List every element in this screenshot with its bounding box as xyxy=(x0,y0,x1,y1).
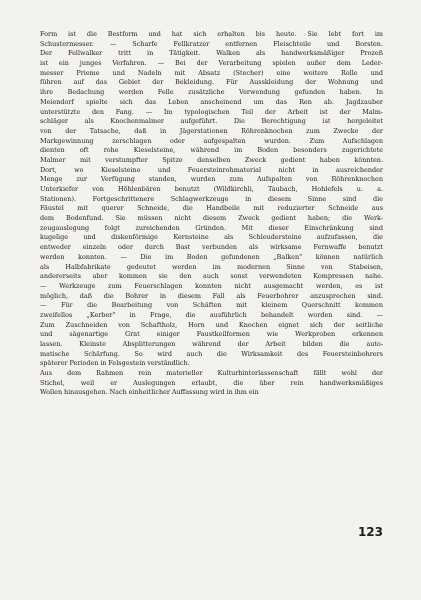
text-line: Unterkiefer von Höhlenbären benutzt (Wildkirchli, Taubach, Hohlefels u. a. xyxy=(40,185,383,193)
text-line: Der Fellwalker tritt in Tätigkeit. Walken als handwerksmäßiger Prozeß xyxy=(40,49,383,58)
text-line: dem Bodenfund. Sie müssen nicht diesem Zweck gedient haben; die Werk- xyxy=(40,214,383,223)
text-line: Stichel, weil er Auslegungen erlaubt, die über rein handwerksmäßiges xyxy=(40,378,383,387)
text-line: Zum Zuschneiden von Schaftholz, Horn und Knochen eignet sich der seitliche xyxy=(40,320,383,329)
text-line: Meiendorf spielte sich das Leben anscheinend um das Ren ab. Jagdzauber xyxy=(40,97,383,106)
paragraph xyxy=(40,369,383,398)
text-line: Markgewinnung zerschlagen oder aufgespalten wurden. Zum Aufschlagen xyxy=(40,136,383,145)
text-line: möglich, daß die Bohrer in diesem Fall als Feuerbohrer anzusprechen sind. xyxy=(40,291,383,300)
text-line: unterstützte den Fang. — Im typologischen Teil der Arbeit ist der Malm- xyxy=(40,107,383,116)
text-line: Fäustel mit querer Schneide, die Handbeile mit reduzierter Schneide aus xyxy=(40,204,383,213)
text-line: messer Prieme und Nadeln mit Absatz (Stecher) eine weitere Rolle und xyxy=(40,68,383,77)
paragraph xyxy=(40,30,383,369)
text-line: Form ist die Bestform und hat sich erhalten bis heute. Sie lebt fort im xyxy=(40,30,383,38)
text-line: werden konnten. — Die im Boden gefundenen „Balken" können natürlich xyxy=(40,252,383,261)
text-line: späterer Perioden in Felsgestein verständlich. xyxy=(40,359,190,368)
text-line: Dort, wo Kieselsteine und Feuersteinrohmaterial nicht in ausreichender xyxy=(40,165,383,174)
text-line: matische Schärfung. So wird auch die Wirksamkeit des Feuersteinbohrers xyxy=(40,349,383,358)
body-text xyxy=(40,30,383,398)
text-line: zweifellos „Kerber" in Frage, die ausführlich behandelt worden sind. — xyxy=(40,310,383,319)
text-line: Wollen hinausgehen. Nach einheitlicher Auffassung wird in ihm ein xyxy=(40,388,259,397)
text-line: zeugauslegung folgt zureichenden Gründen. Mit dieser Einschränkung sind xyxy=(40,223,383,232)
text-line: andererseits aber kommen sie den auch sonst verwendeten Kompressen nahe. xyxy=(40,272,383,281)
text-line: — Werkzeuge zum Feuerschlagen konnten nicht ausgemacht werden, es ist xyxy=(40,281,383,290)
text-line: ihre Bedachung werden Felle zusätzliche Verwendung gefunden haben. In xyxy=(40,88,383,97)
page-number: 123 xyxy=(357,525,383,539)
text-line: Aus dem Rahmen rein materieller Kulturhinterlassenschaft fällt wohl der xyxy=(40,369,383,378)
text-line: dienten oft rohe Kieselsteine, während im Boden besonders zugerichtete xyxy=(40,146,383,155)
text-line: Schustermesser. — Scharfe Fellkratzer entfernen Fleischteile und Borsten. xyxy=(40,39,383,48)
text-line: entweder einzeln oder durch Bast verbunden als wirksame Fernwaffe benutzt xyxy=(40,243,383,252)
text-line: führen auf das Gebiet der Bekleidung. Für Ausskleidung der Wohnung und xyxy=(40,78,383,87)
text-line: ist ein junges Verfahren. — Bei der Verarbeitung spielen außer dem Leder- xyxy=(40,59,383,68)
text-line: kugelige und diskenförmige Kernsteine als Schleudersteine aufzufassen, die xyxy=(40,233,383,242)
text-line: Menge zur Verfügung standen, wurden zum Aufspalten von Röhrenknochen xyxy=(40,175,383,184)
text-line: und sägenartige Grat einiger Faustkeilformen wie Werkproben erkennen xyxy=(40,330,383,339)
text-line: lassen. Kleinste Absplitterungen während der Arbeit bilden die auto- xyxy=(40,340,383,348)
text-line: als Halbfabrikate gedeutet werden im modernen Sinne von Stabeisen, xyxy=(40,262,383,271)
text-line: Stationen). Fortgeschrittenere Schlagwerkzeuge in diesem Sinne sind die xyxy=(40,194,383,203)
text-line: schläger als Knochenmalmer aufgeführt. Die Berechtigung ist hergeleitet xyxy=(40,117,383,126)
text-line: Malmer mit verstumpfter Spitze denselben Zweck gedient haben könnten. xyxy=(40,155,383,164)
text-line: von der Tatsache, daß in Jägerstationen Röhrenknochen zum Zwecke der xyxy=(40,126,383,135)
text-line: — Für die Bearbeitung von Schäften mit kleinem Querschnitt kommen xyxy=(40,301,383,310)
